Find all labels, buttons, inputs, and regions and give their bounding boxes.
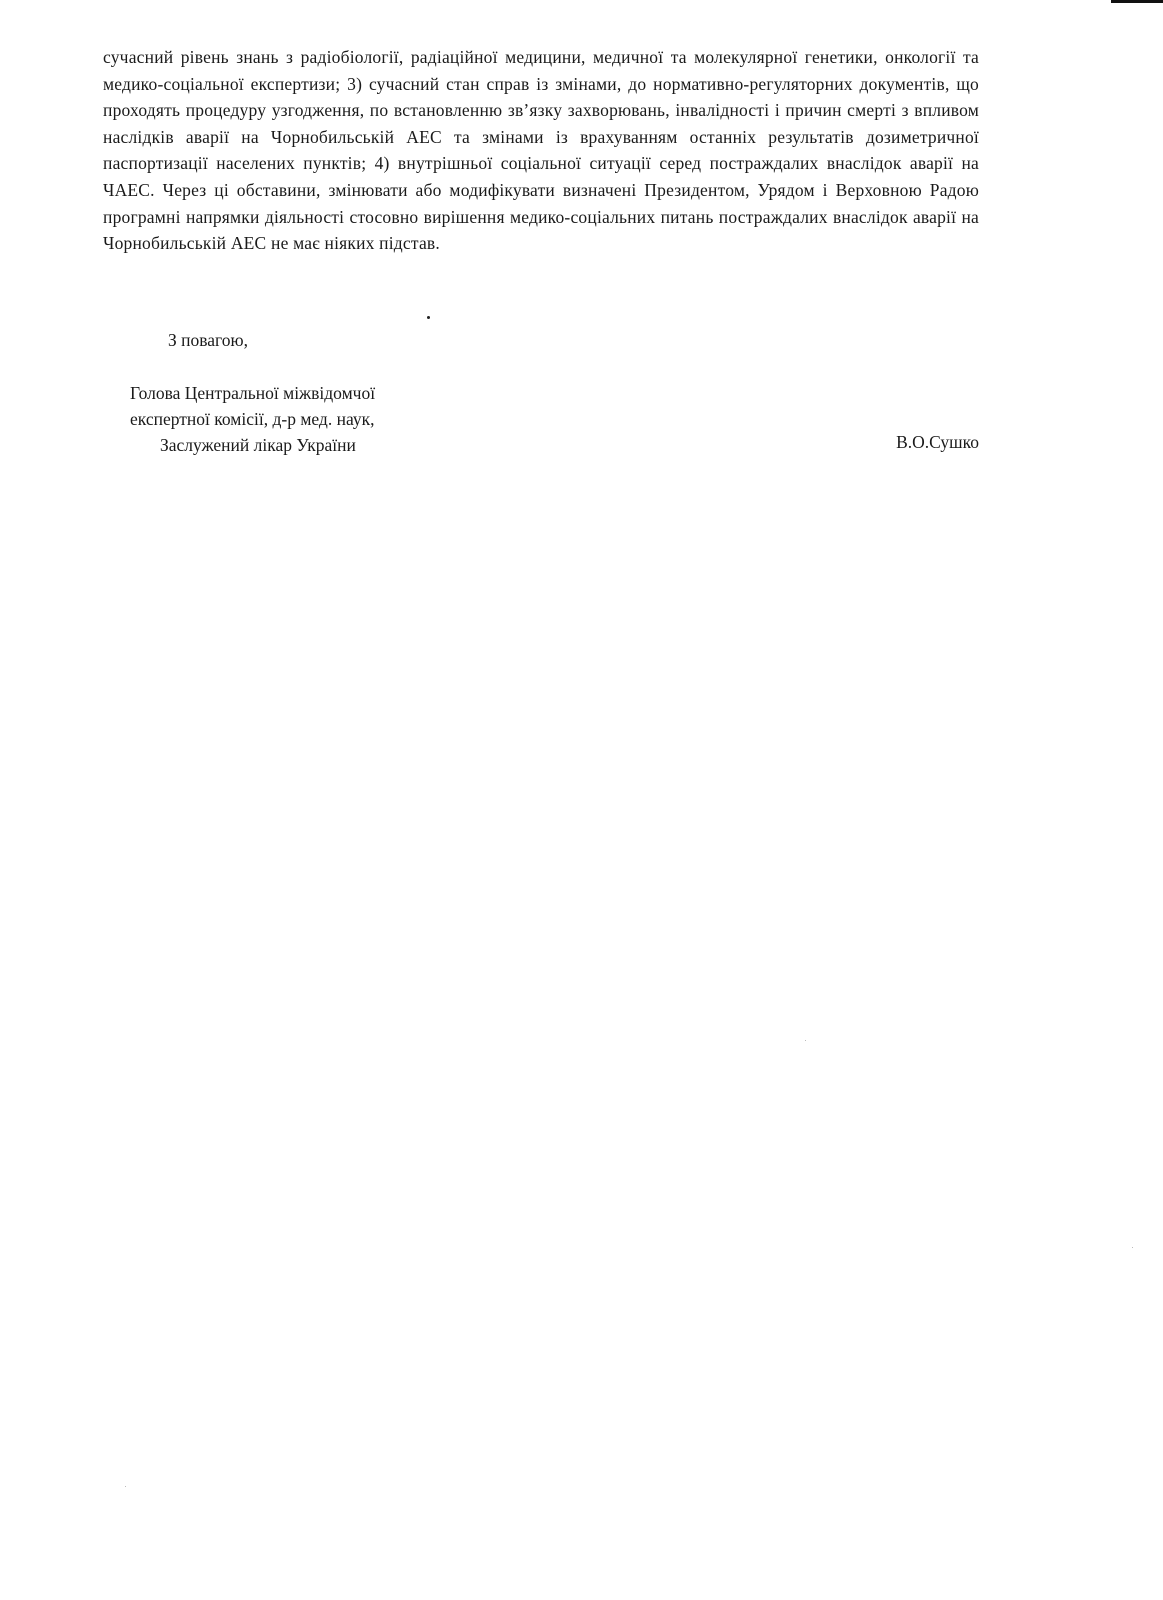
body-paragraph: сучасний рівень знань з радіобіології, радіаційної медицини, медичної та молекулярної генетики, онкології та медико-соціальної експертизи; 3) сучасний стан справ із змінами, до нормативно-регуляторних документів, що проходять процедуру узгодження, по встановленню зв’язку захворювань, інвалідності і причин смерті з впливом наслідків аварії на Чорнобильській АЕС та змінами із врахуванням останніх результатів дозиметричної паспортизації населених пунктів; 4) внутрішньої соціальної ситуації серед постраждалих внаслідок аварії на ЧАЕС. Через ці обставини, змінювати або модифікувати визначені Президентом, Урядом і Верховною Радою програмні напрямки діяльності стосовно вирішення медико-соціальних питань постраждалих внаслідок аварії на Чорнобильській АЕС не має ніяких підстав. [103,47,979,254]
signature-block [130,380,375,458]
scan-speck [1132,1247,1133,1248]
closing-salutation: З повагою, [168,330,248,350]
signer-title-line-2: експертної комісії, д-р мед. наук, [130,409,375,429]
signer-title-line-3: Заслужений лікар України [160,435,356,455]
scan-dot [427,316,430,319]
signer-title-line-1: Голова Центральної міжвідомчої [130,383,376,403]
signer-name: В.О.Сушко [896,432,979,452]
scan-speck [805,1040,806,1041]
scan-edge-mark [1111,0,1163,3]
scan-speck [125,1486,126,1487]
